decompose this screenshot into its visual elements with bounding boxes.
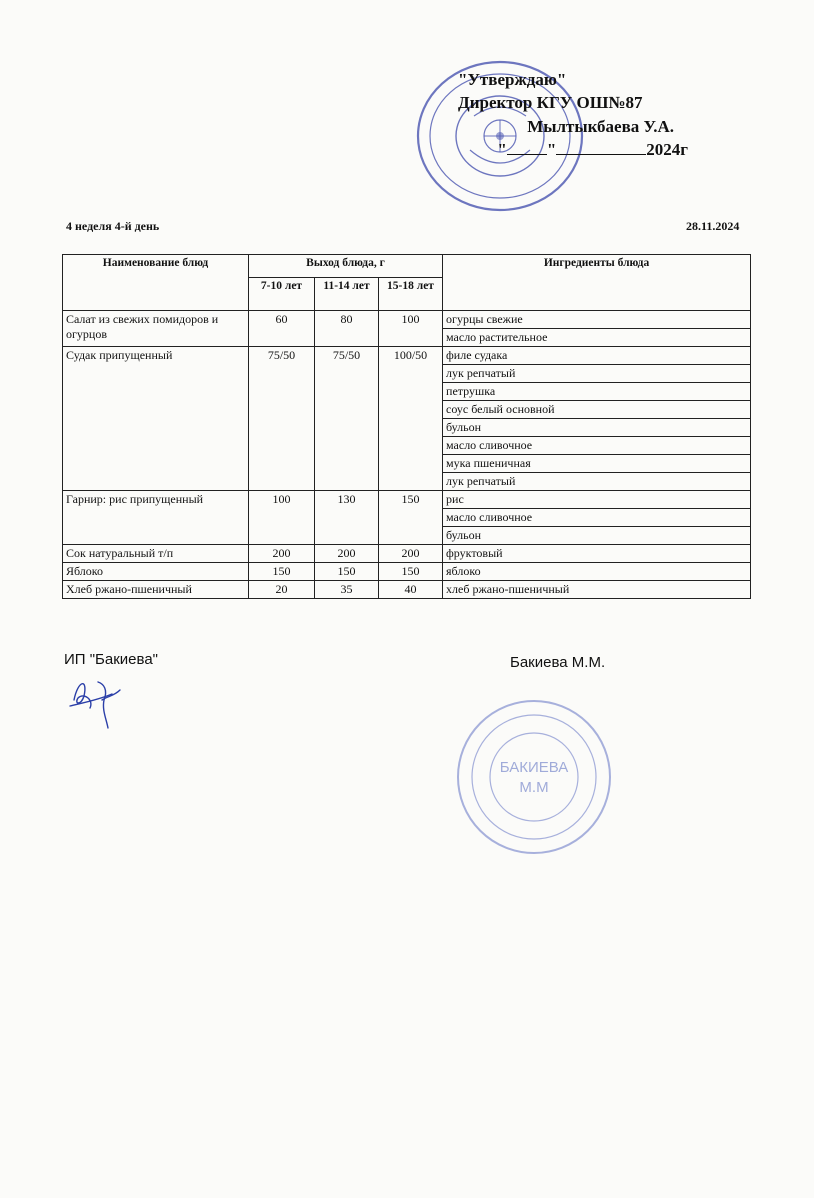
approval-date-line [458,140,688,160]
header-output: Выход блюда, г [249,255,443,278]
ingredient: яблоко [443,563,751,581]
header-dish-name: Наименование блюд [63,255,249,311]
ingredient: рис [443,491,751,509]
table-row [63,491,751,509]
approval-date-quote-open: " [497,140,507,159]
ingredient: хлеб ржано-пшеничный [443,581,751,599]
dish-output-2: 200 [315,545,379,563]
dish-output-3: 100/50 [379,347,443,491]
header-age-2: 11-14 лет [315,278,379,311]
entrepreneur-seal-stamp [455,698,613,856]
table-row [63,581,751,599]
seal-text-line1: БАКИЕВА [499,759,569,776]
approval-block [0,0,814,200]
approval-year: 2024г [646,140,688,159]
ingredient: соус белый основной [443,401,751,419]
dish-output-1: 200 [249,545,315,563]
ingredient: фруктовый [443,545,751,563]
seal-text-line2: М.М [519,779,549,796]
table-row [63,563,751,581]
approval-position: Директор КГУ ОШ№87 [458,93,643,112]
ingredient: лук репчатый [443,365,751,383]
dish-output-2: 75/50 [315,347,379,491]
approval-date-quote-close: " [546,140,557,159]
ingredient: филе судака [443,347,751,365]
ingredient: бульон [443,527,751,545]
dish-output-1: 75/50 [249,347,315,491]
dish-name: Хлеб ржано-пшеничный [63,581,249,599]
dish-output-3: 100 [379,311,443,347]
ingredient: масло сливочное [443,509,751,527]
dish-output-3: 150 [379,563,443,581]
week-day-label: 4 неделя 4-й день [66,219,160,233]
table-row [63,347,751,365]
ingredient: огурцы свежие [443,311,751,329]
ingredient: лук репчатый [443,473,751,491]
header-ingredients: Ингредиенты блюда [443,255,751,311]
signature-icon [64,670,134,734]
menu-date: 28.11.2024 [686,219,740,233]
header-age-1: 7-10 лет [249,278,315,311]
approval-title: "Утверждаю" [458,70,567,89]
dish-name: Гарнир: рис припущенный [63,491,249,545]
dish-output-1: 150 [249,563,315,581]
ingredient: бульон [443,419,751,437]
dish-name: Судак припущенный [63,347,249,491]
entrepreneur-name: ИП "Бакиева" [64,651,158,668]
dish-output-2: 150 [315,563,379,581]
dish-output-2: 35 [315,581,379,599]
dish-output-2: 130 [315,491,379,545]
dish-name: Сок натуральный т/п [63,545,249,563]
dish-output-3: 150 [379,491,443,545]
dish-output-3: 40 [379,581,443,599]
dish-output-3: 200 [379,545,443,563]
ingredient: петрушка [443,383,751,401]
dish-output-1: 100 [249,491,315,545]
entrepreneur-signer: Бакиева М.М. [510,654,606,671]
menu-table [62,254,751,599]
header-age-3: 15-18 лет [379,278,443,311]
ingredient: мука пшеничная [443,455,751,473]
table-row [63,311,751,329]
table-row [63,545,751,563]
dish-name: Яблоко [63,563,249,581]
ingredient: масло сливочное [443,437,751,455]
ingredient: масло растительное [443,329,751,347]
dish-output-1: 60 [249,311,315,347]
dish-output-1: 20 [249,581,315,599]
approval-signer: Мылтыкбаева У.А. [527,117,674,136]
dish-name: Салат из свежих помидоров и огурцов [63,311,249,347]
dish-output-2: 80 [315,311,379,347]
